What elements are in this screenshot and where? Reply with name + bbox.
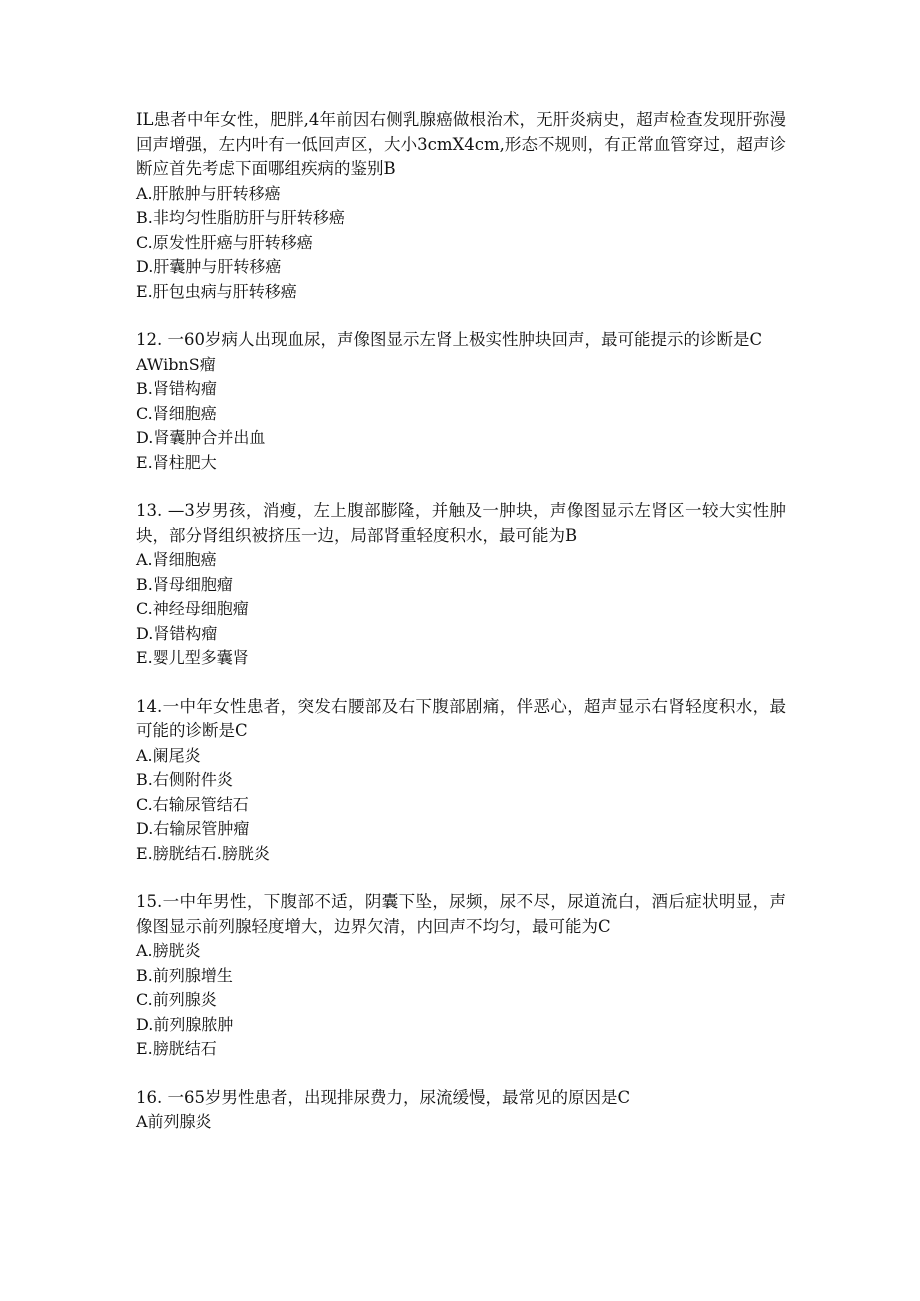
option-a: A.肾细胞癌 — [136, 550, 217, 569]
question-13 — [136, 499, 786, 671]
option-a: AWibnS瘤 — [136, 354, 216, 374]
question-stem: 13. —3岁男孩，消瘦，左上腹部膨隆，并触及一肿块，声像图显示左肾区一较大实性肿块，部分肾组织被挤压一边，局部肾重轻度积水，最可能为B — [136, 501, 786, 545]
option-b: B.肾母细胞瘤 — [136, 574, 233, 594]
question-stem: 16. 一65岁男性患者，出现排尿费力，尿流缓慢，最常见的原因是C — [136, 1087, 631, 1107]
option-b: B.右侧附件炎 — [136, 770, 233, 789]
option-a: A.膀胱炎 — [136, 941, 201, 960]
option-list — [136, 548, 786, 671]
option-e: E.膀胱结石.膀胱炎 — [136, 843, 270, 863]
option-d: D.前列腺脓肿 — [136, 1014, 234, 1034]
option-e: E.婴儿型多囊肾 — [136, 648, 249, 667]
question-12 — [136, 328, 786, 475]
option-e: E.膀胱结石 — [136, 1039, 217, 1058]
option-c: C.肾细胞癌 — [136, 403, 217, 423]
option-e: E.肾柱肥大 — [136, 452, 217, 472]
option-d: D.肾错构瘤 — [136, 623, 218, 643]
option-b: B.肾错构瘤 — [136, 379, 217, 398]
question-stem: 15.一中年男性，下腹部不适，阴囊下坠，尿频，尿不尽，尿道流白，酒后症状明显，声像图显示前列腺轻度增大，边界欠清，内回声不均匀，最可能为C — [136, 892, 786, 936]
option-a: A.肝脓肿与肝转移癌 — [136, 183, 281, 203]
option-c: C.原发性肝癌与肝转移癌 — [136, 232, 313, 252]
option-list — [136, 939, 786, 1062]
option-list — [136, 1110, 786, 1135]
option-a: A.阑尾炎 — [136, 745, 201, 765]
option-list — [136, 182, 786, 305]
option-c: C.前列腺炎 — [136, 990, 217, 1009]
question-stem: IL患者中年女性，肥胖,4年前因右侧乳腺癌做根治术，无肝炎病史，超声检查发现肝弥漫回声增强，左内叶有一低回声区，大小3cmX4cm,形态不规则，有正常血管穿过，超声诊断应首先考虑下面哪组疾病的鉴别B — [136, 110, 786, 178]
option-list — [136, 353, 786, 476]
option-d: D.肝囊肿与肝转移癌 — [136, 257, 282, 276]
option-list — [136, 744, 786, 867]
option-b: B.前列腺增生 — [136, 965, 233, 985]
option-d: D.右输尿管肿瘤 — [136, 819, 250, 838]
question-11 — [136, 108, 786, 304]
document-page — [136, 108, 786, 1159]
option-e: E.肝包虫病与肝转移癌 — [136, 281, 297, 301]
option-a: A前列腺炎 — [136, 1112, 212, 1131]
option-c: C.右输尿管结石 — [136, 794, 249, 814]
option-d: D.肾囊肿合并出血 — [136, 428, 266, 447]
question-stem: 12. 一60岁病人出现血尿，声像图显示左肾上极实性肿块回声，最可能提示的诊断是C — [136, 330, 763, 349]
question-15 — [136, 890, 786, 1062]
option-c: C.神经母细胞瘤 — [136, 599, 249, 618]
question-stem: 14.一中年女性患者，突发右腰部及右下腹部剧痛，伴恶心，超声显示右肾轻度积水，最可能的诊断是C — [136, 696, 786, 740]
question-16 — [136, 1086, 786, 1135]
option-b: B.非均匀性脂肪肝与肝转移癌 — [136, 208, 345, 227]
question-14 — [136, 695, 786, 867]
